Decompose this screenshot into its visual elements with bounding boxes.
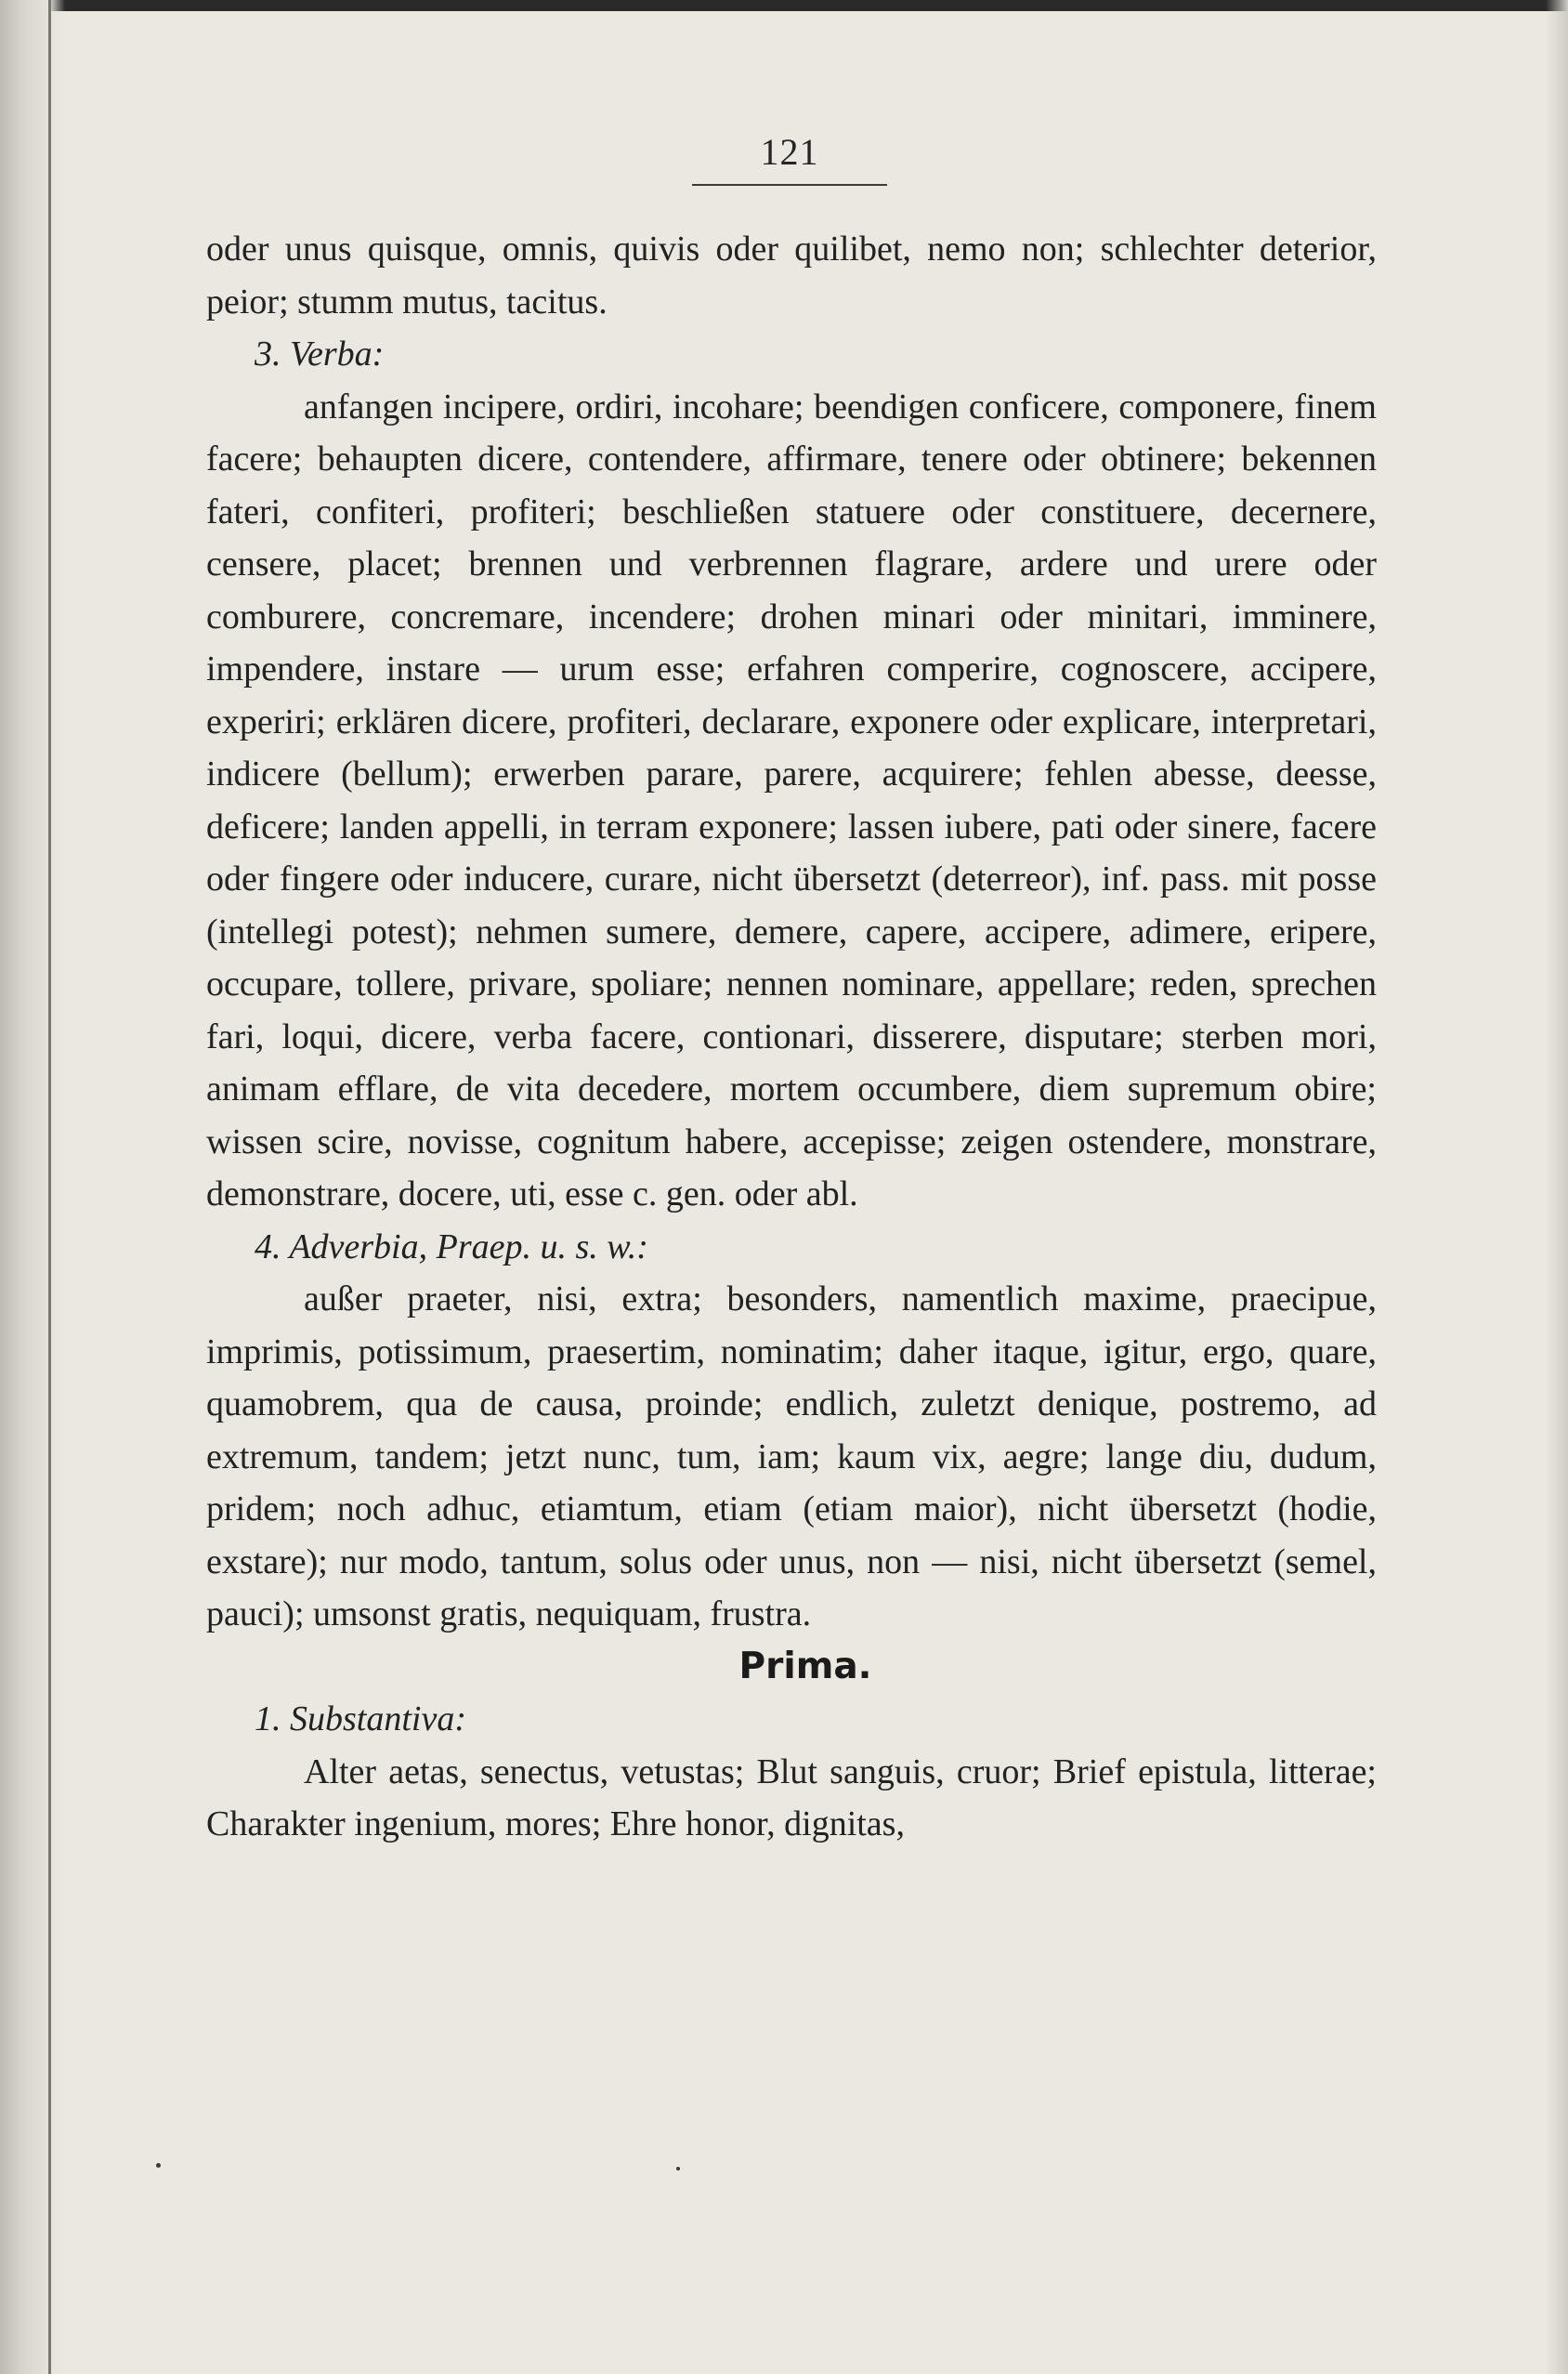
spine-shadow	[0, 0, 65, 2374]
print-speck	[156, 2163, 161, 2168]
page-body	[206, 223, 1377, 1851]
paragraph-substantiva: Alter aetas, senectus, vetustas; Blut sanguis, cruor; Brief epistula, litterae; Charakter ingenium, mores; Ehre honor, dignitas,	[206, 1751, 1377, 1843]
paragraph-adverbia: außer praeter, nisi, extra; besonders, namentlich maxime, praecipue, imprimis, potissimum, praesertim, nominatim; daher itaque, igitur, ergo, quare, quamobrem, qua de causa, proinde; endlich, zuletzt denique, postremo, ad extremum, tandem; jetzt nunc, tum, iam; kaum vix, aegre; lange diu, dudum, pridem; noch adhuc, etiamtum, etiam (etiam maior), nicht übersetzt (hodie, exstare); nur modo, tantum, solus oder unus, non — nisi, nicht übersetzt (semel, pauci); umsonst gratis, nequiquam, frustra.	[206, 1279, 1377, 1633]
heading-substantiva: 1. Substantiva:	[255, 1699, 466, 1738]
paragraph-intro: oder unus quisque, omnis, quivis oder quilibet, nemo non; schlechter deterior, peior; stumm mutus, tacitus.	[206, 230, 1377, 321]
top-border	[0, 0, 1568, 11]
page-number: 121	[760, 131, 819, 173]
paragraph-verba: anfangen incipere, ordiri, incohare; beendigen conficere, componere, finem facere; behaupten dicere, contendere, affirmare, tenere oder obtinere; bekennen fateri, confiteri, profiteri; beschließen statuere oder constituere, decernere, censere, placet; brennen und verbrennen flagrare, ardere und urere oder comburere, concremare, incendere; drohen minari oder minitari, imminere, impendere, instare — urum esse; erfahren comperire, cognoscere, accipere, experiri; erklären dicere, profiteri, declarare, exponere oder explicare, interpretari, indicere (bellum); erwerben parare, parere, acquirere; fehlen abesse, deesse, deficere; landen appelli, in terram exponere; lassen iubere, pati oder sinere, facere oder fingere oder inducere, curare, nicht übersetzt (deterreor), inf. pass. mit posse (intellegi potest); nehmen sumere, demere, capere, accipere, adimere, eripere, occupare, tollere, privare, spoliare; nennen nominare, appellare; reden, sprechen fari, loqui, dicere, verba facere, contionari, disserere, disputare; sterben mori, animam efflare, de vita decedere, mortem occumbere, diem supremum obire; wissen scire, novisse, cognitum habere, accepisse; zeigen ostendere, monstrare, demonstrare, docere, uti, esse c. gen. oder abl.	[206, 387, 1377, 1213]
print-speck	[676, 2167, 680, 2171]
heading-adverbia: 4. Adverbia, Praep. u. s. w.:	[255, 1226, 648, 1266]
page-edge-shadow	[1546, 0, 1568, 2374]
page-number-rule	[692, 184, 887, 186]
spine-line	[48, 0, 51, 2374]
heading-verba: 3. Verba:	[255, 334, 385, 374]
section-title-prima: Prima.	[738, 1645, 872, 1687]
